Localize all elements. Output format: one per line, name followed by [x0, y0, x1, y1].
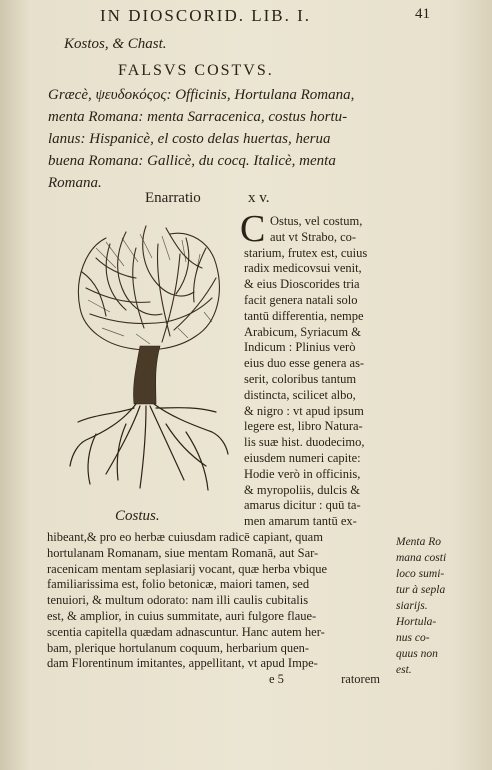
text-line: & myropoliis, dulcis & [244, 482, 360, 497]
text-line: amarus dicitur : quū ta- [244, 498, 361, 513]
margin-note-line: Hortula- [396, 616, 437, 628]
body-column [244, 214, 390, 530]
text-line: racenicam mentam seplasiarij vocant, quæ herba vbique [47, 561, 328, 576]
text-line: aut vt Strabo, co- [270, 229, 357, 244]
synonym-line: Romana. [48, 175, 102, 191]
lead-line: Kostos, & Chast. [64, 36, 167, 52]
synonyms-block [48, 84, 388, 194]
running-title: IN DIOSCORID. LIB. I. [100, 6, 312, 25]
margin-note-line: siarijs. [396, 600, 428, 612]
section-title: FALSVS COSTVS. [118, 62, 274, 79]
margin-note-line: mana costi [396, 552, 447, 564]
synonym-line: Græcè, ψευδοκόςος: Officinis, Hortulana Romana, [48, 87, 355, 103]
catchword: ratorem [341, 672, 380, 687]
illustration-caption: Costus. [115, 508, 160, 524]
text-line: facit genera natali solo [244, 292, 358, 307]
text-line: dam Florentinum imitantes, appellitant, vt apud Impe- [47, 656, 318, 671]
text-line: tenuiori, & multum odorato: nam illi caulis cubitalis [47, 593, 309, 608]
text-line: starium, frutex est, cuius [244, 245, 368, 260]
text-line: scentia capitella quædam adnascuntur. Hanc autem her- [47, 624, 325, 639]
text-line: hortulanam Romanam, siue mentam Romanā, aut Sar- [47, 545, 319, 560]
synonym-line: lanus: Hispanicè, el costo delas huertas, herua [48, 131, 331, 147]
margin-note-line: Menta Ro [396, 536, 442, 548]
margin-note-line: loco sumi- [396, 568, 445, 580]
costus-plant-woodcut [66, 218, 232, 494]
body-full-width [47, 530, 392, 688]
synonym-line: menta Romana: menta Sarracenica, costus hortu- [48, 109, 348, 125]
text-line: Arabicum, Syriacum & [244, 324, 361, 339]
footer-line [47, 672, 392, 688]
text-line: est, & amplior, in cuius summitate, auri fulgore flaue- [47, 608, 317, 623]
text-line: lis suæ hist. duodecimo, [244, 435, 365, 450]
text-line: distincta, scilicet albo, [244, 387, 356, 402]
drop-capital: C [240, 208, 266, 250]
text-line: hibeant,& pro eo herbæ cuiusdam radicē capiant, quam [47, 530, 323, 544]
text-line: radix medicovsui venit, [244, 261, 362, 276]
margin-note-line: tur à sepla [396, 584, 446, 596]
text-line: bam, plerique hortulanum coquum, herbarium quen- [47, 640, 310, 655]
text-line: eius duo esse genera as- [244, 356, 365, 371]
text-line: & eius Dioscorides tria [244, 277, 360, 292]
text-line: Hodie verò in officinis, [244, 466, 361, 481]
enarratio-label: Enarratio [145, 190, 201, 206]
text-line: eiusdem numeri capite: [244, 450, 361, 465]
text-line: Indicum : Plinius verò [244, 340, 356, 355]
text-line: Ostus, vel costum, [270, 214, 363, 228]
enarratio-number: x v. [248, 190, 270, 206]
signature-mark: e 5 [269, 672, 284, 687]
marginal-notes [396, 534, 468, 678]
text-line: serit, coloribus tantum [244, 371, 357, 386]
synonym-line: buena Romana: Gallicè, du cocq. Italicè, menta [48, 153, 336, 169]
text-line: men amarum tantū ex- [244, 514, 357, 529]
margin-note-line: est. [396, 664, 412, 676]
margin-note-line: quus non [396, 648, 438, 660]
text-line: & nigro : vt apud ipsum [244, 403, 364, 418]
text-line: familiarissima est, folio betonicæ, maiori tamen, sed [47, 577, 310, 592]
margin-note-line: nus co- [396, 632, 430, 644]
text-line: legere est, libro Natura- [244, 419, 363, 434]
text-line: tantū differentia, nempe [244, 308, 364, 323]
page-number: 41 [415, 6, 430, 22]
